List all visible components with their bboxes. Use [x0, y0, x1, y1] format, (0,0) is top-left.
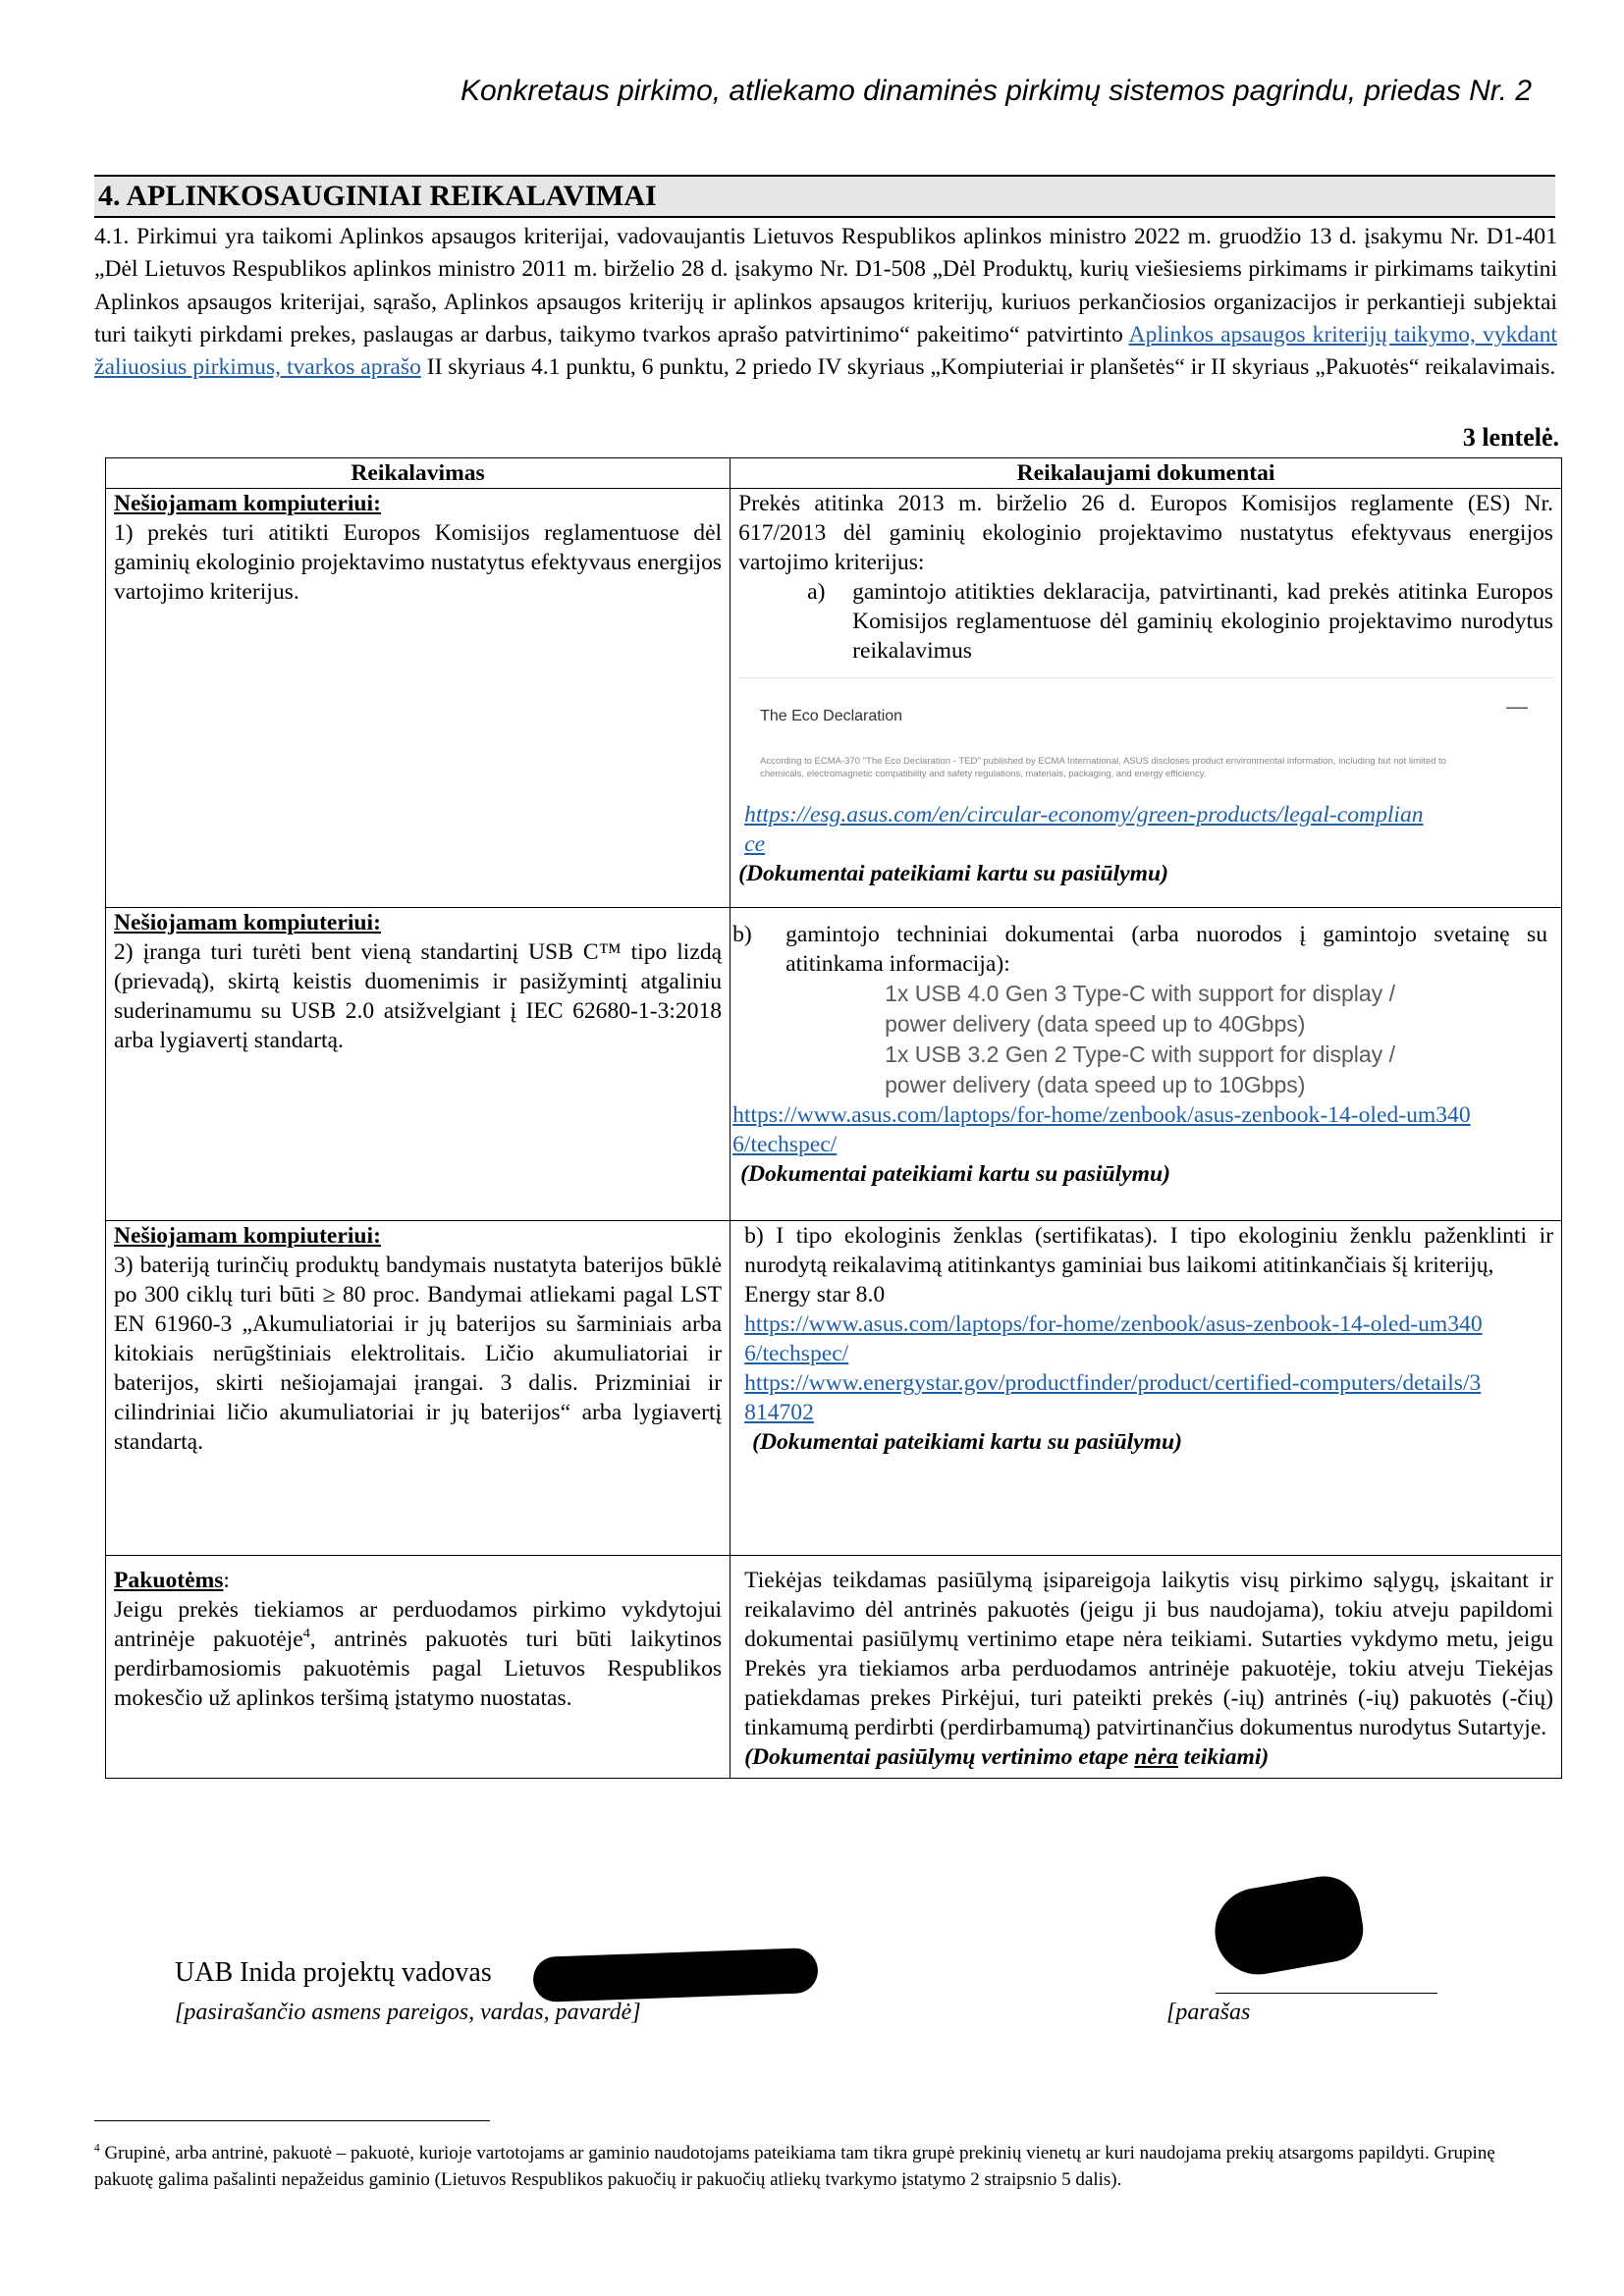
- intro-tail: II skyriaus 4.1 punktu, 6 punktu, 2 priedo IV skyriaus „Kompiuteriai ir planšetės“ ir II skyriaus „Pakuotės“ reikalavimais.: [420, 354, 1556, 381]
- asus-techspec-link[interactable]: https://www.asus.com/laptops/for-home/zenbook/asus-zenbook-14-oled-um3406/techspec/: [732, 1102, 1471, 1157]
- table-row: [106, 1221, 1562, 1556]
- name-redaction: [532, 1948, 818, 2002]
- table-label: 3 lentelė.: [1462, 423, 1559, 452]
- signature-line: [1216, 1993, 1437, 1994]
- eco-declaration-text: According to ECMA-370 "The Eco Declaration - TED" published by ECMA International, ASUS discloses product environmental information, including but not limited to chemicals, electromagnetic compatibility and safety regulations, materials, packaging, and energy efficiency.: [760, 756, 1446, 779]
- eco-declaration-title: The Eco Declaration: [760, 708, 903, 724]
- usb-spec-line: 1x USB 4.0 Gen 3 Type-C with support for display /: [885, 981, 1395, 1006]
- documents-cell: [731, 1556, 1562, 1779]
- requirement-text: 3) bateriją turinčių produktų bandymais nustatyta baterijos būklė po 300 ciklų turi būti ≥ 80 proc. Bandymai atliekami pagal LST EN 61960-3 „Akumuliatoriai ir jų baterijos su šarminiais arba kitokiais nerūgštiniais elektrolitais. Ličio akumuliatoriai ir baterijos, skirti nešiojamajai įrangai. 3 dalis. Prizminiai ir cilindriniai ličio akumuliatoriai ir jų baterijos“ arba lygiavertį standartą.: [114, 1253, 723, 1455]
- footnote: [94, 2140, 1557, 2193]
- document-header-note: Konkretaus pirkimo, atliekamo dinaminės pirkimų sistemos pagrindu, priedas Nr. 2: [460, 75, 1532, 107]
- usb-spec-lines: [885, 979, 1553, 1100]
- energystar-product-link[interactable]: https://www.energystar.gov/productfinder/product/certified-computers/details/3814702: [744, 1370, 1482, 1425]
- usb-spec-line: power delivery (data speed up to 10Gbps): [885, 1072, 1306, 1097]
- documents-cell: [731, 908, 1562, 1221]
- documents-list-item: [807, 577, 1553, 666]
- table-row: [106, 489, 1562, 908]
- usb-spec-line: 1x USB 3.2 Gen 2 Type-C with support for display /: [885, 1041, 1395, 1067]
- list-marker: a): [807, 579, 826, 605]
- documents-note: (Dokumentai pasiūlymų vertinimo etape nėra teikiami): [744, 1744, 1270, 1770]
- requirement-text: 2) įranga turi turėti bent vieną standartinį USB C™ tipo lizdą (prievadą), skirtą keistis duomenimis ir pasižymintį atgaliniu suderinamumu su USB 2.0 atsižvelgiant į IEC 62680-1-3:2018 arba lygiavertį standartą.: [114, 939, 723, 1053]
- requirement-text: Jeigu prekės tiekiamos ar perduodamos pirkimo vykdytojui antrinėje pakuotėje$^4$, antrinės pakuotės turi būti laikytinos perdirbamosiomis pakuotėmis pagal Lietuvos Respublikos mokesčio už aplinkos teršimą įstatymo nuostatas.: [114, 1597, 723, 1711]
- requirements-table: [105, 457, 1562, 1779]
- requirement-title: Pakuotėms: [114, 1568, 224, 1593]
- footnote-marker: 4: [94, 2142, 100, 2155]
- list-text: gamintojo atitikties deklaracija, patvirtinanti, kad prekės atitinka Europos Komisijos reglamentuose dėl gaminių ekologinio projektavimo nurodytus reikalavimus: [852, 579, 1553, 664]
- eco-declaration-screenshot: [738, 677, 1553, 794]
- list-text: gamintojo techniniai dokumentai (arba nuorodos į gamintojo svetainę su atitinkama informacija):: [785, 922, 1547, 977]
- signatory-caption: [pasirašančio asmens pareigos, vardas, pavardė]: [175, 2000, 641, 2025]
- requirement-cell: [106, 489, 731, 908]
- header-requirement: Reikalavimas: [106, 458, 731, 489]
- table-row: [106, 1556, 1562, 1779]
- title-colon: :: [223, 1568, 230, 1593]
- signature-caption: [parašas: [1166, 2000, 1251, 2025]
- requirement-title: Nešiojamam kompiuteriui:: [114, 1223, 381, 1249]
- intro-text: 4.1. Pirkimui yra taikomi Aplinkos apsaugos kriterijai, vadovaujantis Lietuvos Respublikos aplinkos ministro 2022 m. gruodžio 13 d. įsakymu Nr. D1-401 „Dėl Lietuvos Respublikos aplinkos ministro 2011 m. birželio 28 d. įsakymo Nr. D1-508 „Dėl Produktų, kurių viešiesiems pirkimams ir pirkimams taikytini Aplinkos apsaugos kriterijai, sąrašo, Aplinkos apsaugos kriterijų ir aplinkos apsaugos kriterijų, kuriuos perkančiosios organizacijos ir perkantieji subjektai turi taikyti pirkdami prekes, paslaugas ar darbus, taikymo tvarkos aprašo patvirtinimo“ pakeitimo“ patvirtinto: [94, 224, 1557, 347]
- collapse-icon: —: [1506, 694, 1528, 719]
- criteria-description-link[interactable]: Aplinkos apsaugos kriterijų taikymo, vykdant žaliuosius pirkimus, tvarkos aprašo: [94, 321, 1557, 381]
- asus-techspec-link[interactable]: https://www.asus.com/laptops/for-home/zenbook/asus-zenbook-14-oled-um3406/techspec/: [744, 1311, 1483, 1366]
- documents-note: (Dokumentai pateikiami kartu su pasiūlymu): [752, 1429, 1182, 1455]
- documents-cell: [731, 489, 1562, 908]
- documents-text: Tiekėjas teikdamas pasiūlymą įsipareigoja laikytis visų pirkimo sąlygų, įskaitant ir reikalavimo dėl antrinės pakuotės (jeigu ji bus naudojama), tokiu atveju papildomi dokumentai pasiūlymų vertinimo etape nėra teikiami. Sutarties vykdymo metu, jeigu Prekės yra tiekiamos arba perduodamos antrinėje pakuotėje, tokiu atveju Tiekėjas patiekdamas prekes Pirkėjui, turi pateikti prekės (-ių) antrinės (-ių) pakuotės (-čių) tinkamumą perdirbti (perdirbamumą) patvirtinančius dokumentus nurodytus Sutartyje.: [744, 1568, 1553, 1740]
- documents-note: (Dokumentai pateikiami kartu su pasiūlymu): [740, 1161, 1170, 1187]
- requirement-title: Nešiojamam kompiuteriui:: [114, 910, 381, 935]
- requirement-cell: [106, 1221, 731, 1556]
- footnote-ref: 4: [302, 1626, 310, 1642]
- list-marker: b): [732, 922, 752, 947]
- documents-note: (Dokumentai pateikiami kartu su pasiūlymu): [738, 861, 1168, 886]
- table-header-row: [106, 458, 1562, 489]
- requirement-title-line: [114, 1566, 722, 1595]
- energy-star-label: Energy star 8.0: [744, 1282, 886, 1308]
- requirement-cell: [106, 1556, 731, 1779]
- section-title: 4. APLINKOSAUGINIAI REIKALAVIMAI: [98, 180, 657, 212]
- footnote-separator: [94, 2120, 490, 2121]
- documents-cell: [731, 1221, 1562, 1556]
- intro-paragraph: [94, 221, 1557, 384]
- usb-spec-line: power delivery (data speed up to 40Gbps): [885, 1011, 1306, 1037]
- documents-text: Prekės atitinka 2013 m. birželio 26 d. Europos Komisijos reglamente (ES) Nr. 617/2013 dėl gaminių ekologinio projektavimo nustatytus efektyvaus energijos vartojimo kriterijus:: [738, 491, 1553, 575]
- requirement-cell: [106, 908, 731, 1221]
- requirement-title: Nešiojamam kompiuteriui:: [114, 491, 381, 516]
- signatory-position-label: UAB Inida projektų vadovas: [175, 1957, 492, 1988]
- table-row: [106, 908, 1562, 1221]
- footnote-text: Grupinė, arba antrinė, pakuotė – pakuotė, kurioje vartotojams ar gaminio naudotojams pateikiama tam tikra grupė prekinių vienetų ar kuri naudojama prekių atsargoms papildyti. Grupinę pakuotę galima pašalinti nepažeidus gaminio (Lietuvos Respublikos pakuočių ir pakuočių atliekų tvarkymo įstatymo 2 straipsnio 5 dalis).: [94, 2143, 1495, 2190]
- signature-redaction: [1208, 1871, 1368, 1982]
- header-documents: Reikalaujami dokumentai: [731, 458, 1562, 489]
- documents-list-item: [732, 920, 1553, 979]
- asus-legal-compliance-link[interactable]: https://esg.asus.com/en/circular-economy/green-products/legal-compliance: [744, 802, 1424, 857]
- documents-text: b) I tipo ekologinis ženklas (sertifikatas). I tipo ekologiniu ženklu paženklinti ir nurodytą reikalavimą atitinkantys gaminiai bus laikomi atitinkančiais šį kriterijų,: [744, 1223, 1553, 1278]
- requirement-text: 1) prekės turi atitikti Europos Komisijos reglamentuose dėl gaminių ekologinio projektavimo nustatytus efektyvaus energijos vartojimo kriterijus.: [114, 520, 723, 605]
